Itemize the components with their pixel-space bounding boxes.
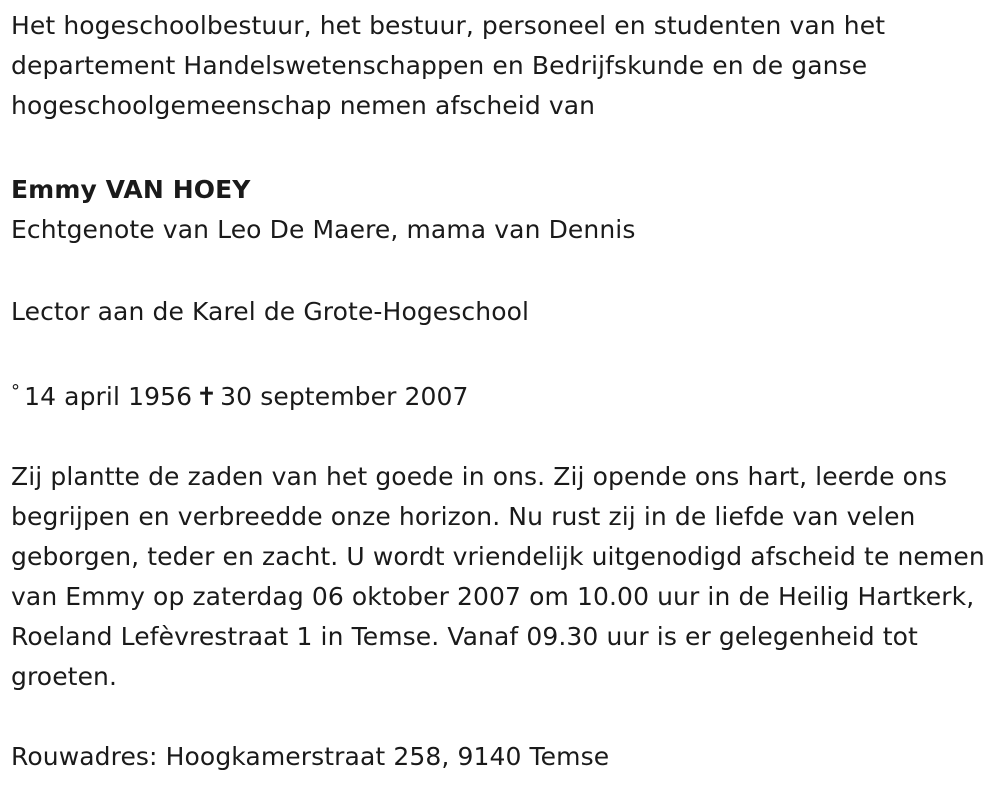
mourning-address: Rouwadres: Hoogkamerstraat 258, 9140 Temse <box>11 742 610 771</box>
spacer <box>11 697 991 737</box>
birth-symbol: ° <box>11 381 21 402</box>
birth-date: 14 april 1956 <box>24 382 193 411</box>
spacer <box>11 417 991 457</box>
family-relations: Echtgenote van Leo De Maere, mama van Dennis <box>11 215 636 244</box>
spacer <box>11 252 991 292</box>
spacer <box>11 332 991 372</box>
life-dates <box>11 372 991 417</box>
intro-text: Het hogeschoolbestuur, het bestuur, personeel en studenten van het departement Handelswetenschappen en Bedrijfskunde en de ganse hogeschoolgemeenschap nemen afscheid van <box>11 11 886 120</box>
cross-icon: ✝ <box>196 382 218 411</box>
farewell-message: Zij plantte de zaden van het goede in ons. Zij opende ons hart, leerde ons begrijpen en verbreedde onze horizon. Nu rust zij in de liefde van velen geborgen, teder en zacht. U wordt vriendelijk uitgenodigd afscheid te nemen van Emmy op zaterdag 06 oktober 2007 om 10.00 uur in de Heilig Hartkerk, Roeland Lefèvrestraat 1 in Temse. Vanaf 09.30 uur is er gelegenheid tot groeten. <box>11 462 985 691</box>
occupation: Lector aan de Karel de Grote-Hogeschool <box>11 297 530 326</box>
death-date: 30 september 2007 <box>220 382 469 411</box>
spacer <box>11 126 991 166</box>
deceased-name: Emmy VAN HOEY <box>11 175 251 204</box>
death-notice <box>11 6 991 777</box>
